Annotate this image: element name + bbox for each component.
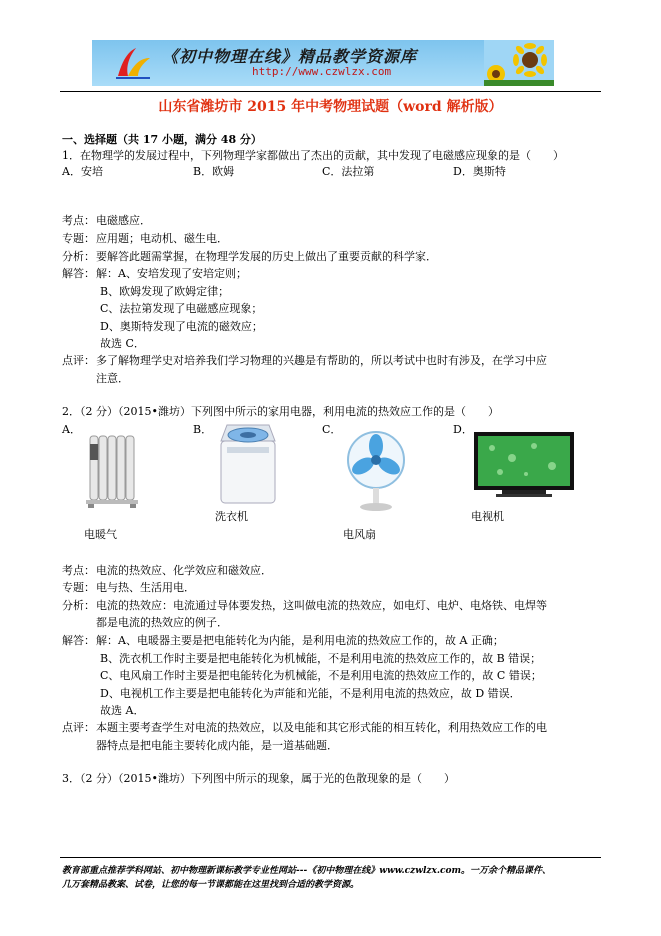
q2-option-c: C． — [322, 423, 342, 436]
q2-option-b: B． — [193, 423, 213, 436]
q1-jieda-line: 解：A、安培发现了安培定则； — [96, 267, 247, 280]
q3-stem: 3．（2 分）（2015•潍坊）下列图中所示的现象，属于光的色散现象的是（ ） — [62, 772, 455, 785]
q2-jieda-line: 故选 A． — [100, 704, 145, 717]
caption-washing-machine: 洗衣机 — [215, 510, 248, 523]
q1-option-d: D．奥斯特 — [453, 165, 506, 178]
television-image — [472, 430, 576, 500]
q1-option-c: C．法拉第 — [322, 165, 375, 178]
footer-rule — [60, 857, 601, 858]
q2-zhuanti: 电与热、生活用电． — [96, 581, 195, 594]
q1-zhuanti-label: 专题： — [62, 232, 95, 245]
q2-jieda-label: 解答： — [62, 634, 95, 647]
q1-option-b: B．欧姆 — [193, 165, 235, 178]
q2-option-a: A． — [62, 423, 81, 436]
q1-dianping-line: 注意． — [96, 372, 129, 385]
footer-line: 几万套精品教案、试卷，让您的每一节课都能在这里找到合适的教学资源。 — [62, 880, 360, 890]
q2-dianping-line: 本题主要考查学生对电流的热效应，以及电能和其它形式能的相互转化，利用热效应工作的电 — [96, 721, 547, 734]
caption-television: 电视机 — [471, 510, 504, 523]
q2-jieda-line: B、洗衣机工作时主要是把电能转化为机械能，不是利用电流的热效应工作的，故 B 错误； — [100, 652, 542, 665]
section-heading: 一、选择题（共 17 小题，满分 48 分） — [62, 133, 262, 146]
sunflower-image — [484, 40, 554, 86]
q2-dianping-line: 器特点是把电能主要转化成内能，是一道基础题． — [96, 739, 338, 752]
q1-jieda-label: 解答： — [62, 267, 95, 280]
electric-fan-image — [343, 430, 409, 512]
caption-heater: 电暖气 — [84, 528, 117, 541]
q1-kaodian: 电磁感应． — [96, 214, 151, 227]
banner-url[interactable]: http://www.czwlzx.com — [252, 65, 392, 78]
q2-option-d: D． — [453, 423, 473, 436]
q2-zhuanti-label: 专题： — [62, 581, 95, 594]
q1-jieda-line: 故选 C． — [100, 337, 145, 350]
q1-jieda-line: B、欧姆发现了欧姆定律； — [100, 285, 230, 298]
heater-image — [82, 430, 144, 510]
caption-fan: 电风扇 — [343, 528, 376, 541]
q2-fenxi-label: 分析： — [62, 599, 95, 612]
header-banner — [92, 40, 554, 86]
washing-machine-image — [213, 423, 283, 507]
banner-title: 《初中物理在线》精品教学资源库 — [162, 47, 418, 66]
q1-jieda-line: C、法拉第发现了电磁感应现象； — [100, 302, 263, 315]
q1-kaodian-label: 考点： — [62, 214, 95, 227]
q2-stem: 2．（2 分）（2015•潍坊）下列图中所示的家用电器，利用电流的热效应工作的是（ ） — [62, 405, 499, 418]
q2-kaodian-label: 考点： — [62, 564, 95, 577]
q2-kaodian: 电流的热效应、化学效应和磁效应． — [96, 564, 272, 577]
q2-fenxi-line: 电流的热效应：电流通过导体要发热，这叫做电流的热效应，如电灯、电炉、电烙铁、电焊等 — [96, 599, 547, 612]
q1-fenxi-label: 分析： — [62, 250, 95, 263]
q2-jieda-line: 解：A、电暖器主要是把电能转化为内能，是利用电流的热效应工作的，故 A 正确； — [96, 634, 504, 647]
q2-jieda-line: C、电风扇工作时主要是把电能转化为机械能，不是利用电流的热效应工作的，故 C 错误； — [100, 669, 542, 682]
q1-dianping-line: 多了解物理学史对培养我们学习物理的兴趣是有帮助的，所以考试中也时有涉及，在学习中应 — [96, 354, 547, 367]
q1-stem: 1．在物理学的发展过程中，下列物理学家都做出了杰出的贡献，其中发现了电磁感应现象的是（ ） — [62, 149, 564, 162]
q2-fenxi-line: 都是电流的热效应的例子． — [96, 616, 228, 629]
header-rule — [60, 91, 601, 92]
q1-zhuanti: 应用题；电动机、磁生电． — [96, 232, 228, 245]
q1-dianping-label: 点评： — [62, 354, 95, 367]
document-title: 山东省潍坊市 2015 年中考物理试题（word 解析版） — [158, 99, 503, 115]
site-logo — [114, 46, 152, 80]
q2-jieda-line: D、电视机工作主要是把电能转化为声能和光能，不是利用电流的热效应，故 D 错误． — [100, 687, 521, 700]
q2-dianping-label: 点评： — [62, 721, 95, 734]
footer-line: 教育部重点推荐学科网站、初中物理新课标教学专业性网站---《初中物理在线》www.czwlzx.com。一万余个精品课件、 — [62, 866, 552, 876]
q1-fenxi: 要解答此题需掌握，在物理学发展的历史上做出了重要贡献的科学家． — [96, 250, 437, 263]
q1-option-a: A．安培 — [62, 165, 103, 178]
q1-jieda-line: D、奥斯特发现了电流的磁效应； — [100, 320, 263, 333]
